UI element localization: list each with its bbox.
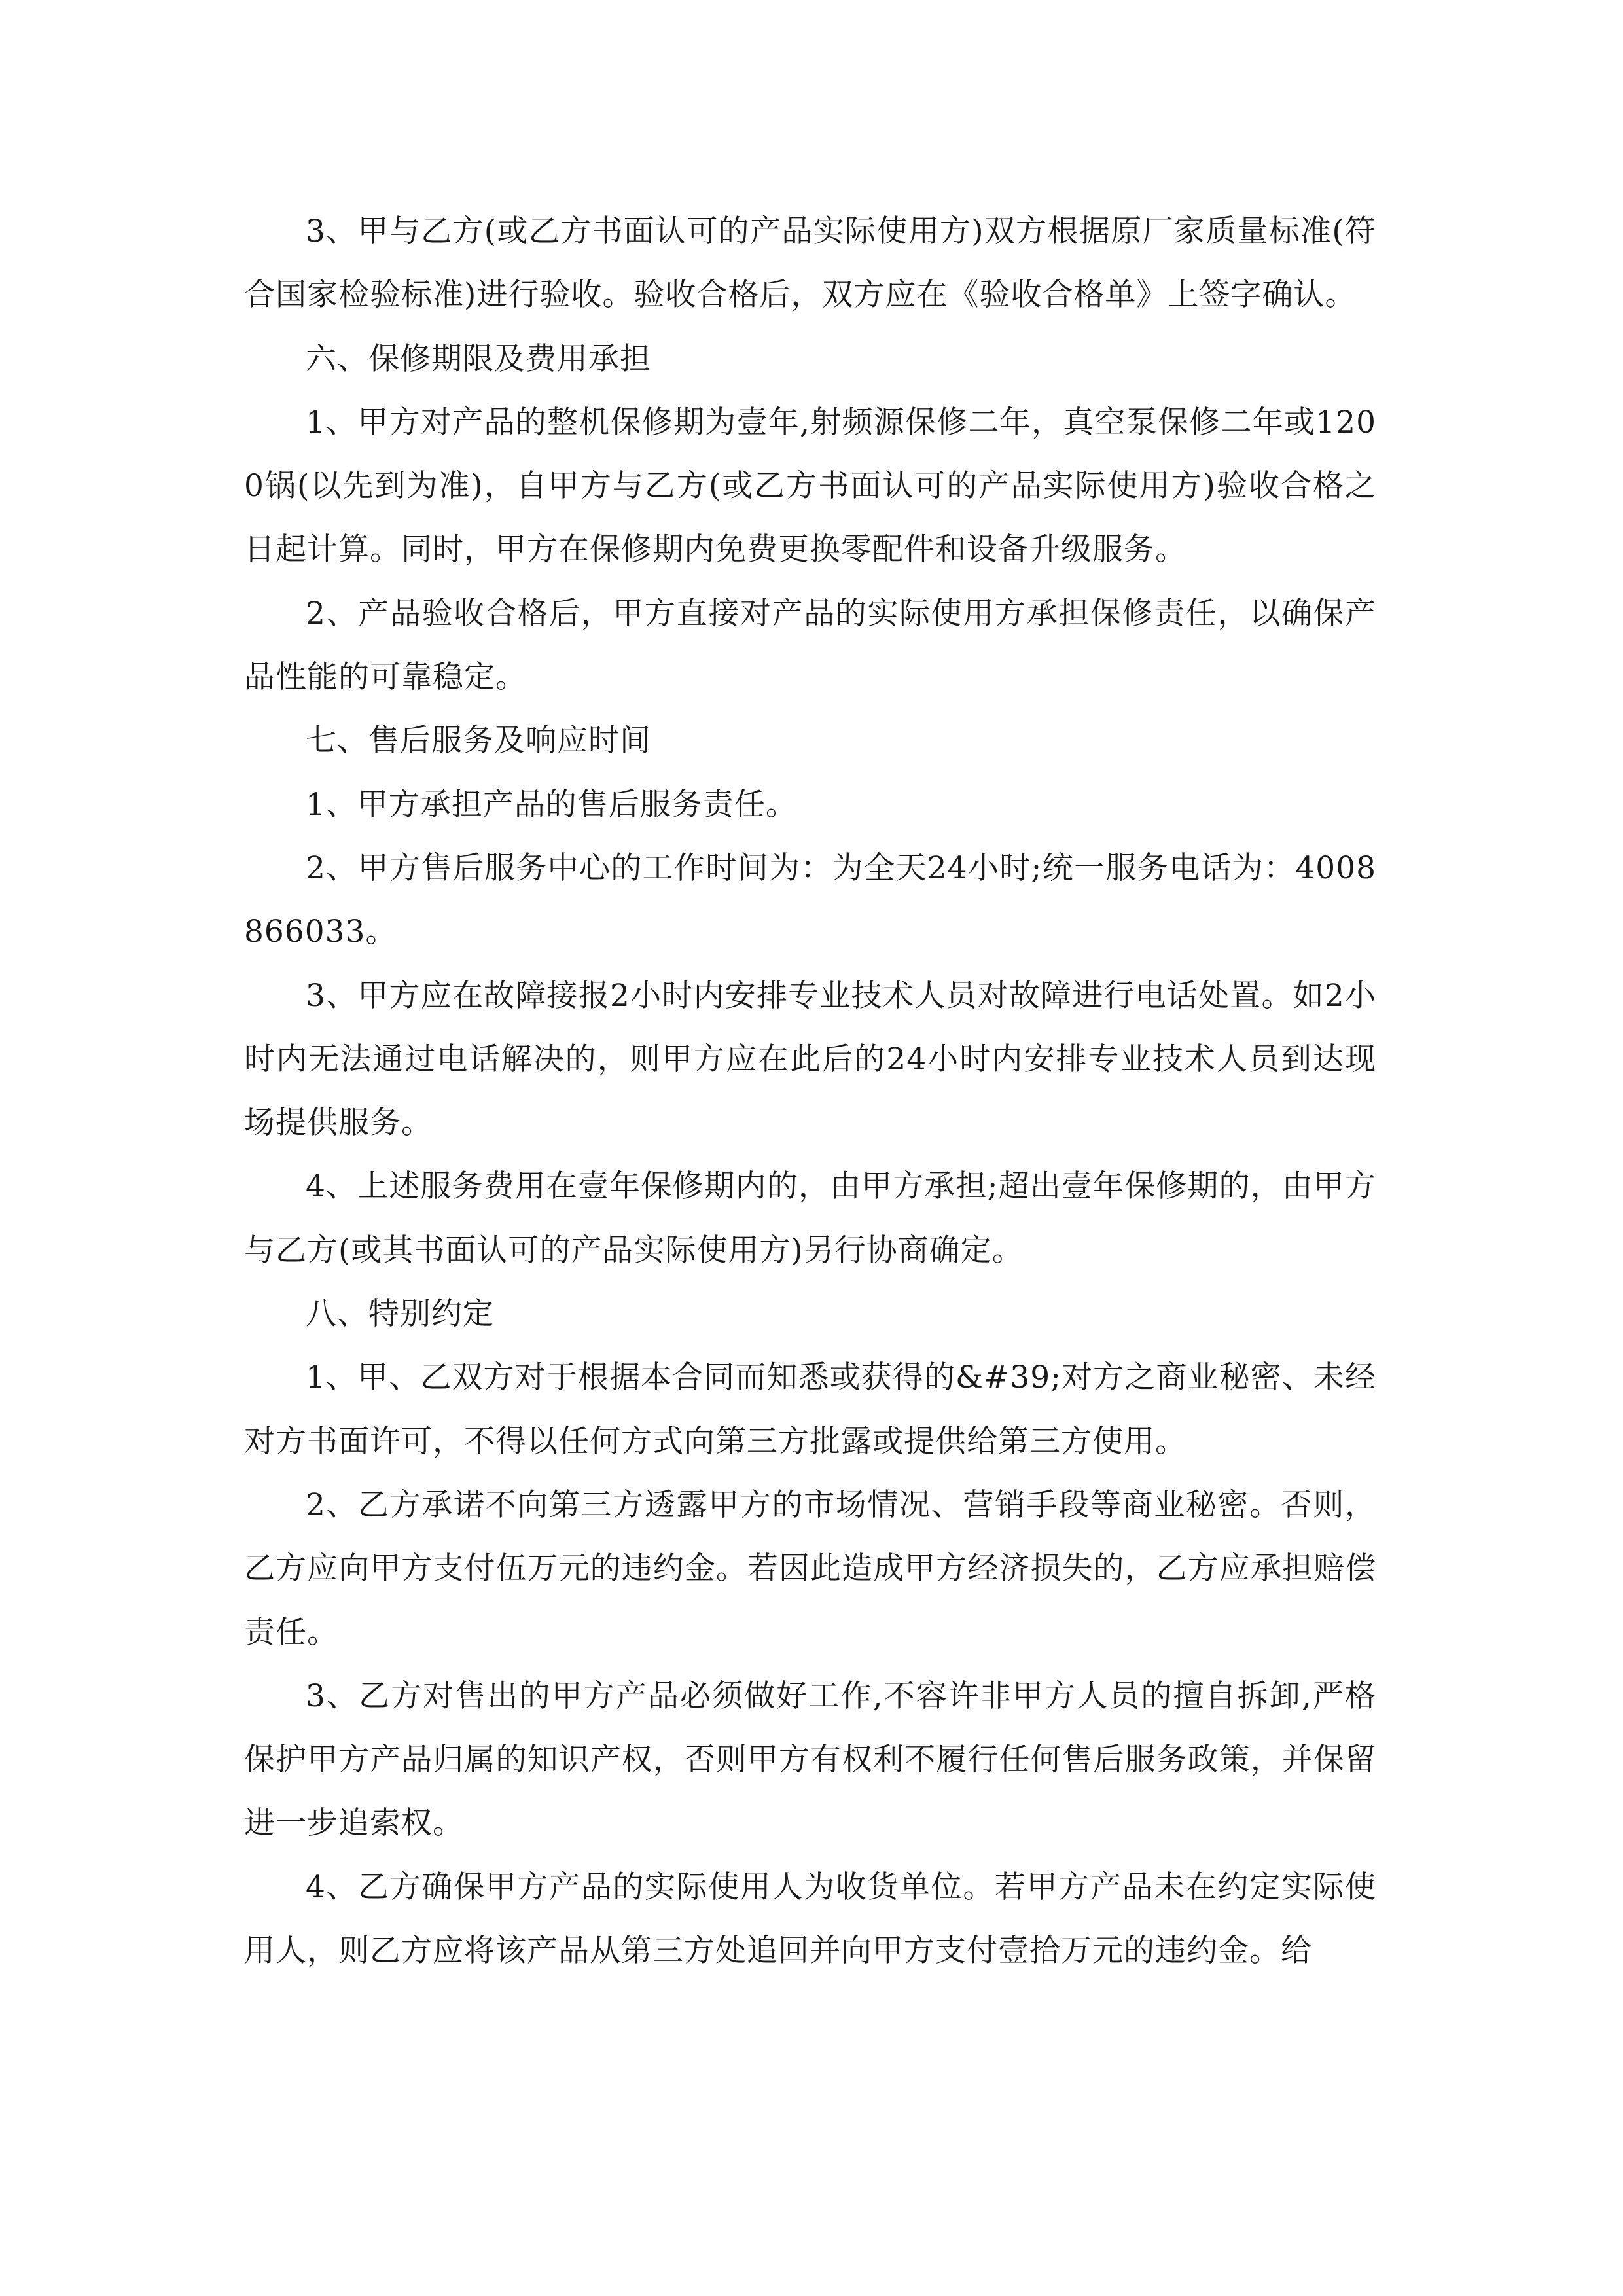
clause-after-sales-2: 2、甲方售后服务中心的工作时间为：为全天24小时;统一服务电话为：4008866033。 <box>244 850 1376 950</box>
clause-special-4: 4、乙方确保甲方产品的实际使用人为收货单位。若甲方产品未在约定实际使用人，则乙方应将该产品从第三方处追回并向甲方支付壹拾万元的违约金。给 <box>244 1869 1376 1969</box>
clause-special-2: 2、乙方承诺不向第三方透露甲方的市场情况、营销手段等商业秘密。否则，乙方应向甲方支付伍万元的违约金。若因此造成甲方经济损失的，乙方应承担赔偿责任。 <box>244 1486 1376 1651</box>
clause-special-1: 1、甲、乙双方对于根据本合同而知悉或获得的&#39;对方之商业秘密、未经对方书面许可，不得以任何方式向第三方批露或提供给第三方使用。 <box>244 1359 1376 1460</box>
clause-special-3: 3、乙方对售出的甲方产品必须做好工作,不容许非甲方人员的擅自拆卸,严格保护甲方产品归属的知识产权，否则甲方有权利不履行任何售后服务政策，并保留进一步追索权。 <box>244 1677 1376 1842</box>
section-heading-special-terms: 八、特别约定 <box>306 1296 494 1333</box>
clause-after-sales-4: 4、上述服务费用在壹年保修期内的，由甲方承担;超出壹年保修期的，由甲方与乙方(或其书面认可的产品实际使用方)另行协商确定。 <box>244 1168 1376 1268</box>
clause-after-sales-3: 3、甲方应在故障接报2小时内安排专业技术人员对故障进行电话处置。如2小时内无法通过电话解决的，则甲方应在此后的24小时内安排专业技术人员到达现场提供服务。 <box>244 977 1376 1141</box>
clause-after-sales-1: 1、甲方承担产品的售后服务责任。 <box>306 786 797 823</box>
section-heading-warranty: 六、保修期限及费用承担 <box>306 340 651 377</box>
clause-warranty-2: 2、产品验收合格后，甲方直接对产品的实际使用方承担保修责任，以确保产品性能的可靠稳定。 <box>244 595 1376 696</box>
clause-acceptance-3: 3、甲与乙方(或乙方书面认可的产品实际使用方)双方根据原厂家质量标准(符合国家检验标准)进行验收。验收合格后，双方应在《验收合格单》上签字确认。 <box>244 213 1376 314</box>
section-heading-after-sales: 七、售后服务及响应时间 <box>306 723 651 759</box>
clause-warranty-1: 1、甲方对产品的整机保修期为壹年,射频源保修二年，真空泵保修二年或1200锅(以先到为准)，自甲方与乙方(或乙方书面认可的产品实际使用方)验收合格之日起计算。同时，甲方在保修期内免费更换零配件和设备升级服务。 <box>244 404 1376 568</box>
document-body <box>244 200 1376 1982</box>
